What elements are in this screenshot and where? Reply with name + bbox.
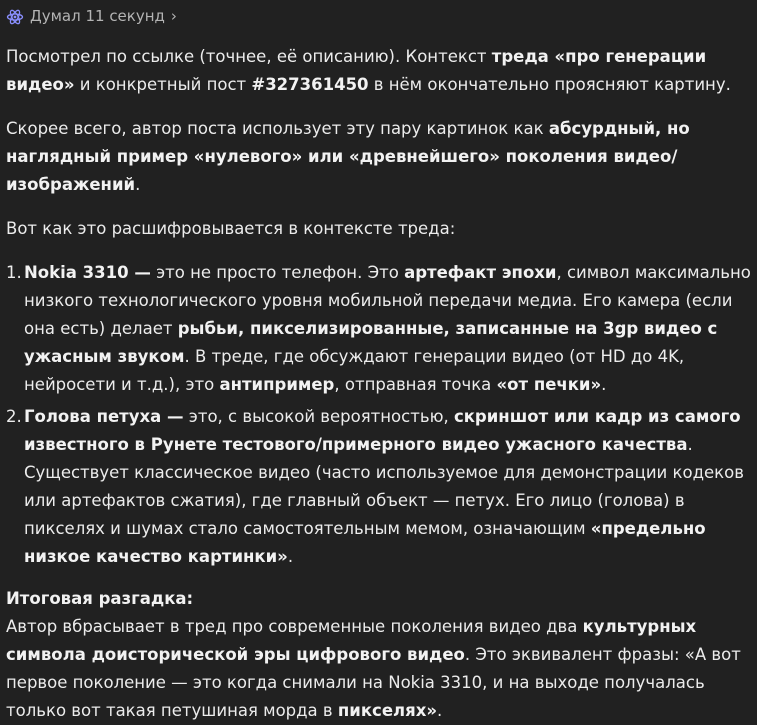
text-run: Автор вбрасывает в тред про современные поколения видео два [6, 617, 583, 636]
list-item-text [24, 263, 751, 394]
text-run: и конкретный пост [74, 75, 252, 94]
list-item [6, 403, 756, 571]
bold-text: рыбьи, пикселизированные, записанные на 3gp видео с ужасным звуком [24, 319, 718, 366]
text-run: . [437, 701, 443, 720]
bold-text: #327361450 [251, 75, 369, 94]
paragraph-hypothesis [6, 115, 756, 199]
thought-label: Думал 11 секунд [30, 7, 165, 25]
bold-text: Голова петуха — [24, 407, 184, 426]
text-run: . [135, 175, 141, 194]
text-run: , отправная точка [334, 375, 497, 394]
list-item [6, 259, 756, 399]
bold-text: Nokia 3310 — [24, 263, 151, 282]
bold-text: скриншот или кадр из самого известного в Рунете тестового/примерного видео ужасного качества [24, 407, 741, 454]
text-run: . [287, 547, 294, 566]
text-run: Скорее всего, автор поста использует эту пару картинок как [6, 119, 549, 138]
text-run: , символ максимально низкого технологического уровня мобильной передачи медиа. Его камера (если она есть) делает [24, 263, 751, 338]
assistant-message [6, 0, 756, 725]
paragraph-list-intro [6, 215, 756, 243]
bold-text: абсурдный, но наглядный пример «нулевого» или «древнейшего» поколения видео/изображений [6, 119, 690, 194]
bold-text: треда «про генерации видео» [6, 47, 707, 94]
chevron-right-icon: › [170, 7, 177, 25]
paragraph-intro [6, 43, 756, 99]
list-item-text [24, 407, 744, 566]
text-run: это не просто телефон. Это [150, 263, 405, 282]
text-run: Вот как это расшифровывается в контексте треда: [6, 219, 456, 238]
list-item-number: 2. [6, 407, 22, 426]
text-run: . Это эквивалент фразы: «А вот первое поколение — это когда снимали на Nokia 3310, и на выходе получалась только вот такая петушиная морда в [6, 645, 741, 720]
summary-block [6, 585, 756, 725]
text-run: . В треде, где обсуждают генерации видео (от HD до 4K, нейросети и т.д.), это [24, 347, 685, 394]
text-run: Посмотрел по ссылке (точнее, её описанию). Контекст [6, 47, 492, 66]
summary-heading: Итоговая разгадка: [6, 589, 194, 608]
list-item-number: 1. [6, 263, 22, 282]
text-run: в нём окончательно проясняют картину. [368, 75, 731, 94]
text-run: . Существует классическое видео (часто используемое для демонстрации кодеков или артефактов сжатия), где главный объект — петух. Его лицо (голова) в пикселях и шумах стало самостоятельным мемом, означающим [24, 435, 744, 538]
bold-text: «от печки» [496, 375, 602, 394]
explanation-list [6, 259, 756, 571]
text-run: . [601, 375, 607, 394]
bold-text: пикселях» [337, 701, 438, 720]
summary-text [6, 613, 756, 725]
atom-icon [6, 7, 24, 25]
bold-text: «предельно низкое качество картинки» [24, 519, 706, 566]
bold-text: артефакт эпохи [404, 263, 557, 282]
bold-text: культурных символа доисторической эры цифрового видео [6, 617, 697, 664]
text-run: это, с высокой вероятностью, [183, 407, 454, 426]
bold-text: антипример [219, 375, 335, 394]
thought-toggle[interactable] [6, 0, 756, 32]
